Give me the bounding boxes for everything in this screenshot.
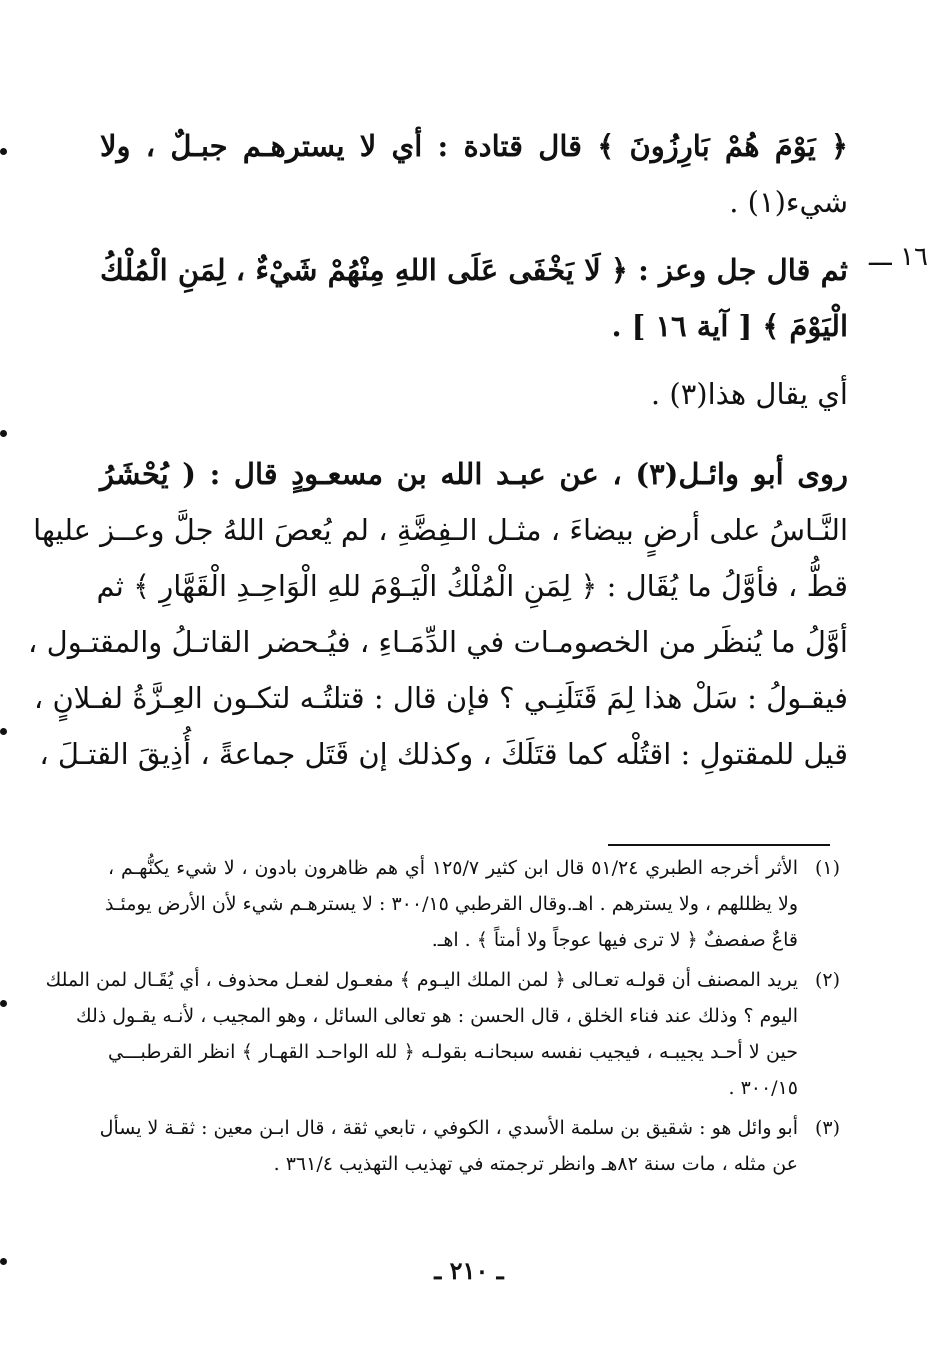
margin-mark — [0, 148, 7, 155]
footnote-line: الأثر أخرجه الطبري ٥١/٢٤ قال ابن كثير ١٢٥/٧ أي هم ظاهرون بادون ، لا شيء يكنُّهـم ، — [108, 857, 799, 879]
text-line-11: قيل للمقتولِ : اقتُلْه كما قتَلَكَ ، وكذلك إن قَتَل جماعةً ، أُذِيقَ القتـلَ ، — [39, 737, 848, 771]
margin-mark — [0, 1258, 7, 1265]
footnote-line: عن مثله ، مات سنة ٨٢هـ وانظر ترجمته في تهذيب التهذيب ٣٦١/٤ . — [273, 1153, 798, 1175]
text-line-1: ﴿ يَوْمَ هُمْ بَارِزُونَ ﴾ قال قتادة : أي لا يسترهـم جبـلٌ ، ولا — [100, 129, 848, 163]
text-line-8: قطُّ ، فأوَّلُ ما يُقَال : ﴿ لِمَنِ الْمُلْكُ الْيَـوْمَ للهِ الْوَاحِـدِ الْقَهَّارِ ﴾ ثم — [96, 569, 848, 603]
text-line-6: روى أبو وائـل(٣) ، عن عبـد الله بن مسعـودٍ قال : ( يُحْشَرُ — [100, 457, 849, 491]
footnote-number: (٢) — [814, 969, 840, 991]
footnote-line: حين لا أحـد يجيبـه ، فيجيب نفسه سبحانـه بقولـه ﴿ لله الواحـد القهـار ﴾ انظر القرطبـــي — [108, 1041, 798, 1063]
footnote-line: ٣٠٠/١٥ . — [728, 1077, 798, 1099]
text-line-9: أوَّلُ ما يُنظَر من الخصومـات في الدِّمَـاءِ ، فيُـحضر القاتـلُ والمقتـول ، — [28, 625, 848, 659]
item-number: ١٦ ـــ — [868, 242, 928, 272]
footnote-line: يريد المصنف أن قولـه تعـالى ﴿ لمن الملك اليـوم ﴾ مفعـول لفعـل محذوف ، أي يُقَـال لمن الملك — [45, 969, 798, 991]
text-line-7: النَّـاسُ على أرضٍ بيضاءَ ، مثـل الـفِضَّةِ ، لم يُعصَ اللهُ جلَّ وعــز عليها — [33, 513, 848, 547]
text-line-2: شيء(١) . — [729, 185, 848, 219]
footnote-line: قاعٌ صفصفٌ ﴿ لا ترى فيها عوجاً ولا أمتاً ﴾ . اهـ. — [431, 929, 798, 951]
footnote-line: اليوم ؟ وذلك عند فناء الخلق ، قال الحسن : هو تعالى السائل ، وهو المجيب ، لأنـه يقـول ذلك — [75, 1005, 798, 1027]
footnote-3 — [99, 1110, 840, 1182]
margin-mark — [0, 1000, 7, 1007]
margin-mark — [0, 430, 7, 437]
footnotes — [45, 850, 840, 1186]
footnote-2 — [45, 962, 840, 1106]
footnote-number: (١) — [814, 857, 840, 879]
text-line-4: الْيَوْمَ ﴾ [ آية ١٦ ] . — [611, 309, 848, 343]
text-line-3: ثم قال جل وعز : ﴿ لَا يَخْفَى عَلَى اللهِ مِنْهُمْ شَيْءٌ ، لِمَنِ الْمُلْكُ — [100, 253, 848, 287]
footnote-separator — [608, 844, 830, 846]
footnote-1 — [104, 850, 840, 958]
text-line-10: فيقـولُ : سَلْ هذا لِمَ قَتَلَنِـي ؟ فإن قال : قتلتُـه لتكـون العِـزَّةُ لفـلانٍ ، — [33, 681, 848, 715]
text-line-5: أي يقال هذا(٣) . — [650, 377, 848, 411]
footnote-line: ولا يظللهم ، ولا يسترهم . اهـ.وقال القرطبي ٣٠٠/١٥ : لا يسترهـم شيء لأن الأرض يومئـذ — [104, 893, 798, 915]
page-number: ـ ٢١٠ ـ — [434, 1256, 504, 1285]
main-text — [28, 118, 928, 782]
footnote-number: (٣) — [814, 1117, 840, 1139]
footnote-line: أبو وائل هو : شقيق بن سلمة الأسدي ، الكوفي ، تابعي ثقة ، قال ابـن معين : ثقـة لا يسأل — [99, 1117, 798, 1139]
margin-mark — [0, 728, 7, 735]
